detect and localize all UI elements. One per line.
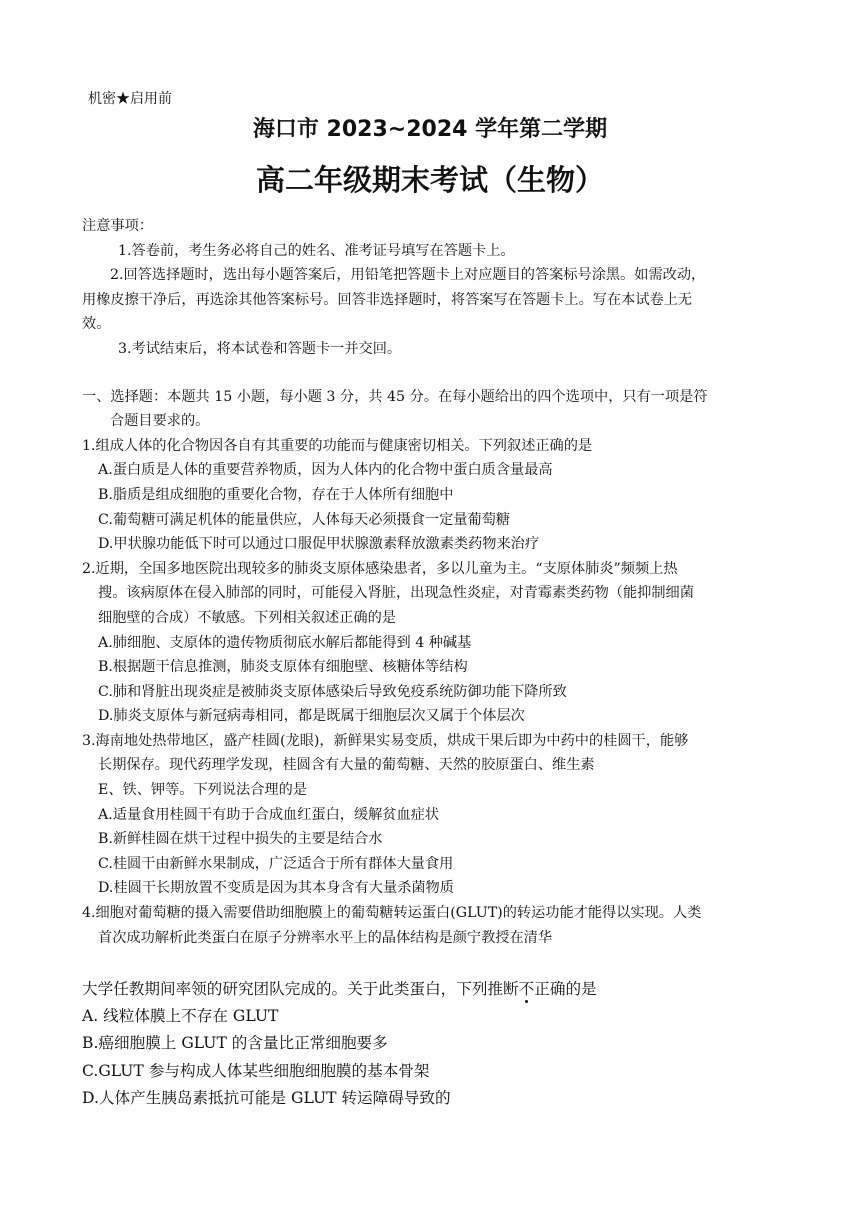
- question-2-option-c: C.肺和肾脏出现炎症是被肺炎支原体感染后导致免疫系统防御功能下降所致: [98, 683, 567, 700]
- question-4-continuation: [82, 976, 597, 1112]
- notice-item-2-line-3: 效。: [82, 316, 111, 333]
- confidential-label: 机密★启用前: [88, 91, 172, 107]
- question-1-option-c: C.葡萄糖可满足机体的能量供应，人体每天必须摄食一定量葡萄糖: [98, 511, 511, 528]
- question-4-stem-line-1: 4.细胞对葡萄糖的摄入需要借助细胞膜上的葡萄糖转运蛋白(GLUT)的转运功能才能得以实现。人类: [82, 905, 702, 922]
- question-2-stem-line-1: 2.近期，全国多地医院出现较多的肺炎支原体感染患者，多以儿童为主。“支原体肺炎”频频上热: [82, 560, 678, 577]
- notice-item-1: 1.答卷前，考生务必将自己的姓名、准考证号填写在答题卡上。: [118, 242, 515, 259]
- notice-item-2-line-1: 2.回答选择题时，选出每小题答案后，用铅笔把答题卡上对应题目的答案标号涂黑。如需改动，: [110, 267, 706, 284]
- exam-body: [82, 214, 782, 950]
- question-4-option-c: C.GLUT 参与构成人体某些细胞细胞膜的基本骨架: [82, 1061, 430, 1080]
- question-4-stem-line-2: 首次成功解析此类蛋白在原子分辨率水平上的晶体结构是颜宁教授在清华: [98, 929, 553, 946]
- notice-item-3: 3.考试结束后，将本试卷和答题卡一并交回。: [118, 340, 402, 357]
- section-heading-line-1: 一、选择题：本题共 15 小题，每小题 3 分，共 45 分。在每小题给出的四个选项中，只有一项是符: [82, 388, 708, 405]
- question-3-stem-line-1: 3.海南地处热带地区，盛产桂圆(龙眼)，新鲜果实易变质，烘成干果后即为中药中的桂圆干，能够: [82, 732, 689, 749]
- stem-text-before: 大学任教期间率领的研究团队完成的。关于此类蛋白，下列推断: [82, 980, 519, 998]
- question-2-stem-line-3: 细胞壁的合成）不敏感。下列相关叙述正确的是: [98, 609, 396, 626]
- question-2-option-a: A.肺细胞、支原体的遗传物质彻底水解后都能得到 4 种碱基: [98, 634, 472, 651]
- emphasized-negation: 不: [518, 980, 535, 998]
- question-1-option-d: D.甲状腺功能低下时可以通过口服促甲状腺激素释放激素类药物来治疗: [98, 536, 540, 553]
- notice-item-2-line-2: 用橡皮擦干净后，再选涂其他答案标号。回答非选择题时，将答案写在答题卡上。写在本试卷上无: [82, 291, 693, 308]
- question-1-option-a: A.蛋白质是人体的重要营养物质，因为人体内的化合物中蛋白质含量最高: [98, 462, 553, 479]
- question-3-option-a: A.适量食用桂圆干有助于合成血红蛋白，缓解贫血症状: [98, 806, 440, 823]
- question-1-stem: 1.组成人体的化合物因各自有其重要的功能而与健康密切相关。下列叙述正确的是: [82, 437, 593, 454]
- notice-heading: 注意事项：: [82, 218, 153, 234]
- question-2-stem-line-2: 搜。该病原体在侵入肺部的同时，可能侵入肾脏，出现急性炎症，对青霉素类药物（能抑制细菌: [98, 585, 694, 602]
- question-2-option-d: D.肺炎支原体与新冠病毒相同，都是既属于细胞层次又属于个体层次: [98, 708, 525, 725]
- exam-title-term: 海口市 2023~2024 学年第二学期: [252, 117, 608, 142]
- question-3-option-d: D.桂圆干长期放置不变质是因为其本身含有大量杀菌物质: [98, 880, 454, 897]
- question-3-stem-line-3: E、铁、钾等。下列说法合理的是: [98, 782, 307, 799]
- question-3-option-b: B.新鲜桂圆在烘干过程中损失的主要是结合水: [98, 831, 383, 848]
- question-3-option-c: C.桂圆干由新鲜水果制成，广泛适合于所有群体大量食用: [98, 855, 454, 872]
- question-4-stem-line-3: [82, 976, 597, 1003]
- stem-text-after: 正确的是: [534, 980, 597, 998]
- question-4-option-d: D.人体产生胰岛素抵抗可能是 GLUT 转运障碍导致的: [82, 1088, 451, 1107]
- question-2-option-b: B.根据题干信息推测，肺炎支原体有细胞壁、核糖体等结构: [98, 659, 468, 676]
- question-4-option-a: A. 线粒体膜上不存在 GLUT: [82, 1007, 279, 1026]
- question-1-option-b: B.脂质是组成细胞的重要化合物，存在于人体所有细胞中: [98, 486, 454, 503]
- question-4-option-b: B.癌细胞膜上 GLUT 的含量比正常细胞要多: [82, 1034, 388, 1053]
- spacer: [82, 362, 782, 385]
- question-3-stem-line-2: 长期保存。现代药理学发现，桂圆含有大量的葡萄糖、天然的胶原蛋白、维生素: [98, 757, 595, 774]
- section-heading-line-2: 合题目要求的。: [110, 413, 210, 430]
- exam-title-subject: 高二年级期末考试（生物）: [255, 163, 604, 197]
